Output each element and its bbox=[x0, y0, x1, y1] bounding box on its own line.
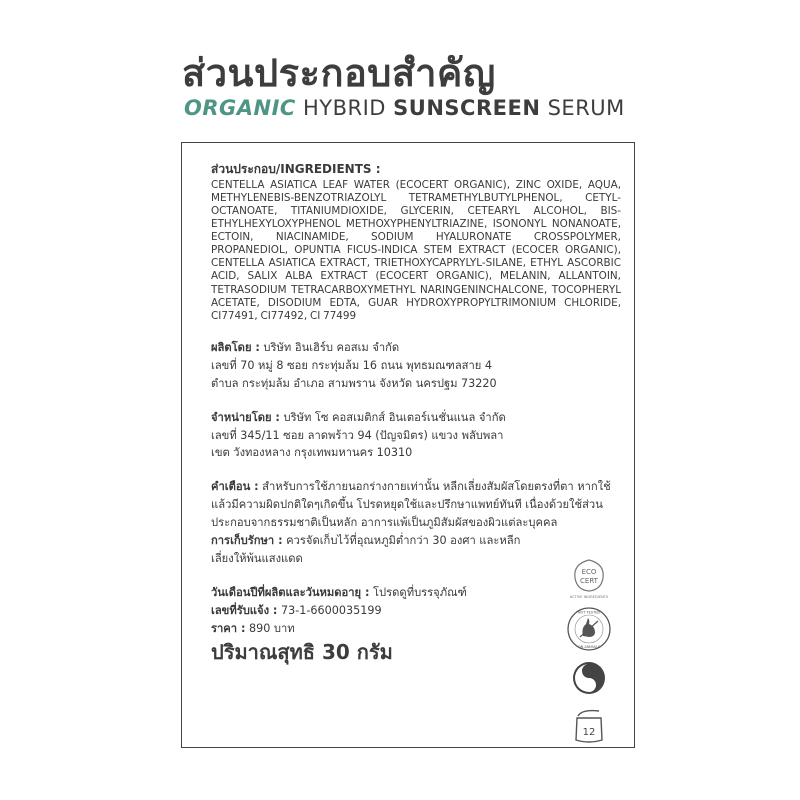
page-title: ส่วนประกอบสำคัญ bbox=[182, 51, 496, 95]
ecocert-icon bbox=[565, 558, 613, 600]
dates-value: โปรดดูที่บรรจุภัณฑ์ bbox=[369, 585, 467, 599]
warning-section bbox=[211, 478, 611, 532]
pao-value: 12 bbox=[582, 727, 596, 738]
manufacturer-label: ผลิตโดย : bbox=[211, 340, 260, 354]
manufacturer-section bbox=[211, 339, 621, 393]
storage-text: ควรจัดเก็บไว้ที่อุณหภูมิต่ำกว่า 30 องศา และหลีกเลี่ยงให้พ้นแสงแดด bbox=[211, 534, 521, 566]
subtitle-serum: SERUM bbox=[547, 96, 625, 120]
svg-text:NOT TESTED: NOT TESTED bbox=[577, 610, 601, 615]
ecocert-word-bottom: CERT bbox=[580, 577, 598, 585]
not-tested-on-animals-icon bbox=[566, 606, 612, 652]
price-value: 890 บาท bbox=[245, 621, 295, 635]
distributor-address-1: เลขที่ 345/11 ซอย ลาดพร้าว 94 (ปัญจมิตร) แขวง พลับพลา bbox=[211, 428, 504, 442]
distributor-section bbox=[211, 409, 621, 463]
manufacturer-name: บริษัท อินเฮิร์บ คอสเม จำกัด bbox=[259, 340, 400, 354]
warning-text: สำหรับการใช้ภายนอกร่างกายเท่านั้น หลีกเลี่ยงสัมผัสโดยตรงที่ตา หากใช้แล้วมีความผิดปกติใดๆเกิดขึ้น โปรดหยุดใช้และปรึกษาแพทย์ทันที เนื่องด้วยใช้ส่วนประกอบจากธรรมชาติเป็นหลัก อาการแพ้เป็นภูมิสัมผัสของผิวแต่ละบุคคล bbox=[211, 480, 611, 530]
price-label: ราคา : bbox=[211, 621, 246, 635]
certification-icons bbox=[563, 558, 615, 746]
ecocert-word-top: ECO bbox=[581, 568, 597, 576]
dates-label: วันเดือนปีที่ผลิตและวันหมดอายุ : bbox=[211, 585, 370, 599]
manufacturer-address-1: เลขที่ 70 หมู่ 8 ซอย กระทุ่มล้ม 16 ถนน พุทธมณฑลสาย 4 bbox=[211, 358, 493, 372]
storage-section bbox=[211, 532, 541, 568]
distributor-label: จำหน่ายโดย : bbox=[211, 410, 280, 424]
label-content bbox=[211, 162, 621, 664]
subtitle-hybrid: HYBRID bbox=[303, 96, 386, 120]
period-after-opening-icon bbox=[572, 706, 606, 746]
ingredients-heading: ส่วนประกอบ/INGREDIENTS : bbox=[211, 162, 381, 176]
notification-value: 73-1-6600035199 bbox=[277, 603, 382, 617]
manufacturer-address-2: ตำบล กระทุ่มล้ม อำเภอ สามพราน จังหวัด นครปฐม 73220 bbox=[211, 376, 497, 390]
subtitle-sunscreen: SUNSCREEN bbox=[393, 96, 541, 120]
dates-section bbox=[211, 584, 621, 638]
product-subtitle bbox=[184, 96, 625, 120]
svg-text:ON ANIMALS: ON ANIMALS bbox=[577, 645, 601, 649]
ecocert-caption: ACTIVE INGREDIENTS bbox=[569, 595, 609, 599]
distributor-address-2: เขต วังทองหลาง กรุงเทพมหานคร 10310 bbox=[211, 446, 413, 460]
ingredients-list: CENTELLA ASIATICA LEAF WATER (ECOCERT ORGANIC), ZINC OXIDE, AQUA, METHYLENEBIS-BENZOTRIAZOLYL TETRAMETHYLBUTYLPHENOL, CETYL-OCTANOATE, TITANIUMDIOXIDE, GLYCERIN, CETEARYL ALCOHOL, BIS-ETHYLHEXYLOXYPHENOL METHOXYPHENYLTRIAZINE, ISONONYL NONANOATE, ECTOIN, NIACINAMIDE, SODIUM HYALURONATE CROSSPOLYMER, PROPANEDIOL, OPUNTIA FICUS-INDICA STEM EXTRACT (ECOCER ORGANIC), CENTELLA ASIATICA EXTRACT, TRIETHOXYCAPRYLYL-SILANE, ETHYL ASCORBIC ACID, SALIX ALBA EXTRACT (ECOCERT ORGANIC), MELANIN, ALLANTOIN, TETRASODIUM TETRACARBOXYMETHYL NARINGENINCHALCONE, TOCOPHERYL ACETATE, DISODIUM EDTA, GUAR HYDROXYPROPYLTRIMONIUM CHLORIDE, CI77491, CI77492, CI 77499 bbox=[211, 178, 621, 322]
net-quantity: ปริมาณสุทธิ 30 กรัม bbox=[211, 639, 393, 664]
notification-label: เลขที่รับแจ้ง : bbox=[211, 603, 278, 617]
green-dot-recycling-icon bbox=[571, 660, 607, 696]
subtitle-organic: ORGANIC bbox=[184, 96, 296, 120]
distributor-name: บริษัท โซ คอสเมติกส์ อินเตอร์เนชั่นแนล จำกัด bbox=[279, 410, 506, 424]
warning-label: คำเตือน : bbox=[211, 480, 259, 494]
storage-label: การเก็บรักษา : bbox=[211, 534, 283, 548]
